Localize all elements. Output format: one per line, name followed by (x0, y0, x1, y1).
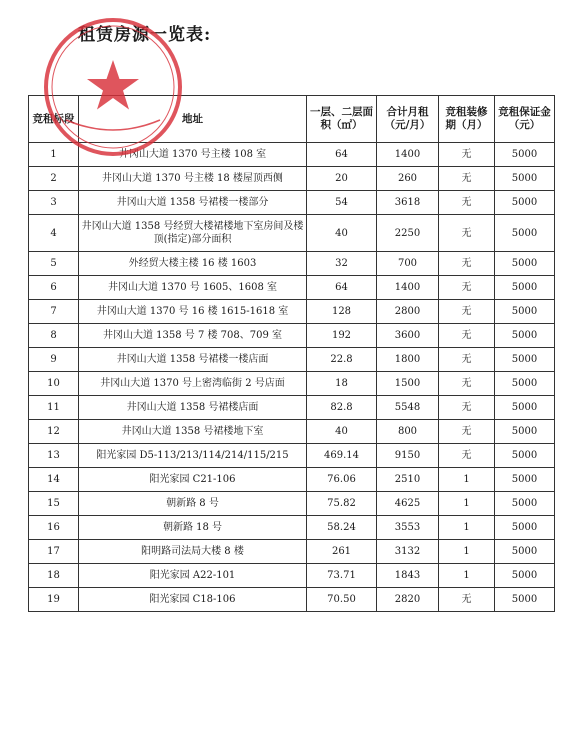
cell-area: 32 (307, 252, 377, 276)
cell-address: 外经贸大楼主楼 16 楼 1603 (79, 252, 307, 276)
cell-lot: 19 (29, 588, 79, 612)
cell-deposit: 5000 (495, 215, 555, 252)
cell-renovation: 无 (439, 143, 495, 167)
table-row (29, 143, 555, 167)
cell-renovation: 无 (439, 588, 495, 612)
cell-address: 阳光家园 A22-101 (79, 564, 307, 588)
cell-rent: 4625 (377, 492, 439, 516)
cell-renovation: 无 (439, 396, 495, 420)
header-deposit: 竞租保证金（元） (495, 96, 555, 143)
cell-address: 井冈山大道 1358 号 7 楼 708、709 室 (79, 324, 307, 348)
cell-renovation: 无 (439, 276, 495, 300)
cell-rent: 2250 (377, 215, 439, 252)
cell-rent: 260 (377, 167, 439, 191)
cell-rent: 1400 (377, 276, 439, 300)
cell-address: 井冈山大道 1370 号上密湾临街 2 号店面 (79, 372, 307, 396)
cell-lot: 16 (29, 516, 79, 540)
cell-deposit: 5000 (495, 191, 555, 215)
header-rent: 合计月租（元/月） (377, 96, 439, 143)
cell-lot: 13 (29, 444, 79, 468)
cell-area: 58.24 (307, 516, 377, 540)
cell-area: 75.82 (307, 492, 377, 516)
cell-rent: 1843 (377, 564, 439, 588)
cell-deposit: 5000 (495, 444, 555, 468)
cell-area: 128 (307, 300, 377, 324)
cell-rent: 1500 (377, 372, 439, 396)
cell-renovation: 1 (439, 468, 495, 492)
cell-deposit: 5000 (495, 396, 555, 420)
cell-rent: 2510 (377, 468, 439, 492)
cell-area: 40 (307, 420, 377, 444)
cell-deposit: 5000 (495, 492, 555, 516)
cell-renovation: 无 (439, 444, 495, 468)
header-address: 地址 (79, 96, 307, 143)
table-row (29, 396, 555, 420)
cell-rent: 5548 (377, 396, 439, 420)
cell-lot: 4 (29, 215, 79, 252)
cell-lot: 12 (29, 420, 79, 444)
cell-address: 井冈山大道 1370 号主楼 108 室 (79, 143, 307, 167)
cell-rent: 1400 (377, 143, 439, 167)
cell-rent: 2800 (377, 300, 439, 324)
header-lot: 竞租标段 (29, 96, 79, 143)
cell-renovation: 无 (439, 372, 495, 396)
cell-lot: 10 (29, 372, 79, 396)
cell-renovation: 1 (439, 492, 495, 516)
cell-deposit: 5000 (495, 372, 555, 396)
cell-deposit: 5000 (495, 252, 555, 276)
table-row (29, 324, 555, 348)
cell-address: 朝新路 18 号 (79, 516, 307, 540)
cell-deposit: 5000 (495, 276, 555, 300)
cell-area: 40 (307, 215, 377, 252)
cell-area: 54 (307, 191, 377, 215)
cell-address: 井冈山大道 1370 号 16 楼 1615-1618 室 (79, 300, 307, 324)
cell-area: 70.50 (307, 588, 377, 612)
cell-area: 64 (307, 143, 377, 167)
cell-rent: 2820 (377, 588, 439, 612)
rental-listing-table (28, 95, 555, 612)
cell-rent: 9150 (377, 444, 439, 468)
cell-area: 22.8 (307, 348, 377, 372)
cell-lot: 8 (29, 324, 79, 348)
cell-address: 朝新路 8 号 (79, 492, 307, 516)
cell-address: 阳光家园 C18-106 (79, 588, 307, 612)
table-row (29, 276, 555, 300)
cell-area: 64 (307, 276, 377, 300)
cell-area: 73.71 (307, 564, 377, 588)
cell-rent: 3618 (377, 191, 439, 215)
table-row (29, 372, 555, 396)
page-title: 租赁房源一览表: (78, 25, 212, 45)
cell-rent: 3132 (377, 540, 439, 564)
table-row (29, 191, 555, 215)
cell-deposit: 5000 (495, 420, 555, 444)
table-row (29, 492, 555, 516)
header-area: 一层、二层面积（㎡） (307, 96, 377, 143)
table-row (29, 420, 555, 444)
cell-lot: 15 (29, 492, 79, 516)
table-row (29, 215, 555, 252)
cell-lot: 9 (29, 348, 79, 372)
cell-address: 阳光家园 C21-106 (79, 468, 307, 492)
cell-deposit: 5000 (495, 300, 555, 324)
table-row (29, 516, 555, 540)
cell-address: 井冈山大道 1358 号经贸大楼裙楼地下室房间及楼顶(指定)部分面积 (79, 215, 307, 252)
cell-lot: 17 (29, 540, 79, 564)
cell-deposit: 5000 (495, 468, 555, 492)
table-row (29, 564, 555, 588)
cell-address: 阳光家园 D5-113/213/114/214/115/215 (79, 444, 307, 468)
cell-area: 261 (307, 540, 377, 564)
cell-lot: 5 (29, 252, 79, 276)
cell-deposit: 5000 (495, 516, 555, 540)
cell-lot: 3 (29, 191, 79, 215)
cell-lot: 18 (29, 564, 79, 588)
cell-address: 井冈山大道 1370 号主楼 18 楼屋顶西侧 (79, 167, 307, 191)
cell-lot: 7 (29, 300, 79, 324)
cell-address: 井冈山大道 1358 号裙楼店面 (79, 396, 307, 420)
cell-deposit: 5000 (495, 143, 555, 167)
cell-address: 阳明路司法局大楼 8 楼 (79, 540, 307, 564)
cell-area: 18 (307, 372, 377, 396)
table-row (29, 348, 555, 372)
table-row (29, 167, 555, 191)
cell-deposit: 5000 (495, 564, 555, 588)
table-row (29, 468, 555, 492)
cell-lot: 11 (29, 396, 79, 420)
cell-address: 井冈山大道 1358 号裙楼一楼店面 (79, 348, 307, 372)
table-row (29, 252, 555, 276)
cell-renovation: 1 (439, 540, 495, 564)
cell-area: 82.8 (307, 396, 377, 420)
cell-lot: 14 (29, 468, 79, 492)
cell-lot: 2 (29, 167, 79, 191)
table-row (29, 300, 555, 324)
cell-renovation: 无 (439, 167, 495, 191)
cell-renovation: 无 (439, 420, 495, 444)
cell-renovation: 无 (439, 215, 495, 252)
cell-renovation: 无 (439, 252, 495, 276)
cell-address: 井冈山大道 1358 号裙楼一楼部分 (79, 191, 307, 215)
cell-area: 76.06 (307, 468, 377, 492)
cell-rent: 700 (377, 252, 439, 276)
cell-rent: 1800 (377, 348, 439, 372)
cell-renovation: 无 (439, 300, 495, 324)
cell-rent: 800 (377, 420, 439, 444)
cell-deposit: 5000 (495, 324, 555, 348)
cell-area: 20 (307, 167, 377, 191)
cell-rent: 3553 (377, 516, 439, 540)
cell-area: 192 (307, 324, 377, 348)
cell-deposit: 5000 (495, 167, 555, 191)
header-renovation: 竞租装修期（月） (439, 96, 495, 143)
cell-renovation: 无 (439, 348, 495, 372)
cell-lot: 1 (29, 143, 79, 167)
table-row (29, 588, 555, 612)
cell-renovation: 1 (439, 564, 495, 588)
table-header-row (29, 96, 555, 143)
cell-deposit: 5000 (495, 588, 555, 612)
cell-area: 469.14 (307, 444, 377, 468)
cell-deposit: 5000 (495, 540, 555, 564)
cell-deposit: 5000 (495, 348, 555, 372)
cell-lot: 6 (29, 276, 79, 300)
cell-address: 井冈山大道 1358 号裙楼地下室 (79, 420, 307, 444)
table-row (29, 540, 555, 564)
table-row (29, 444, 555, 468)
cell-renovation: 无 (439, 324, 495, 348)
cell-address: 井冈山大道 1370 号 1605、1608 室 (79, 276, 307, 300)
cell-rent: 3600 (377, 324, 439, 348)
cell-renovation: 无 (439, 191, 495, 215)
cell-renovation: 1 (439, 516, 495, 540)
